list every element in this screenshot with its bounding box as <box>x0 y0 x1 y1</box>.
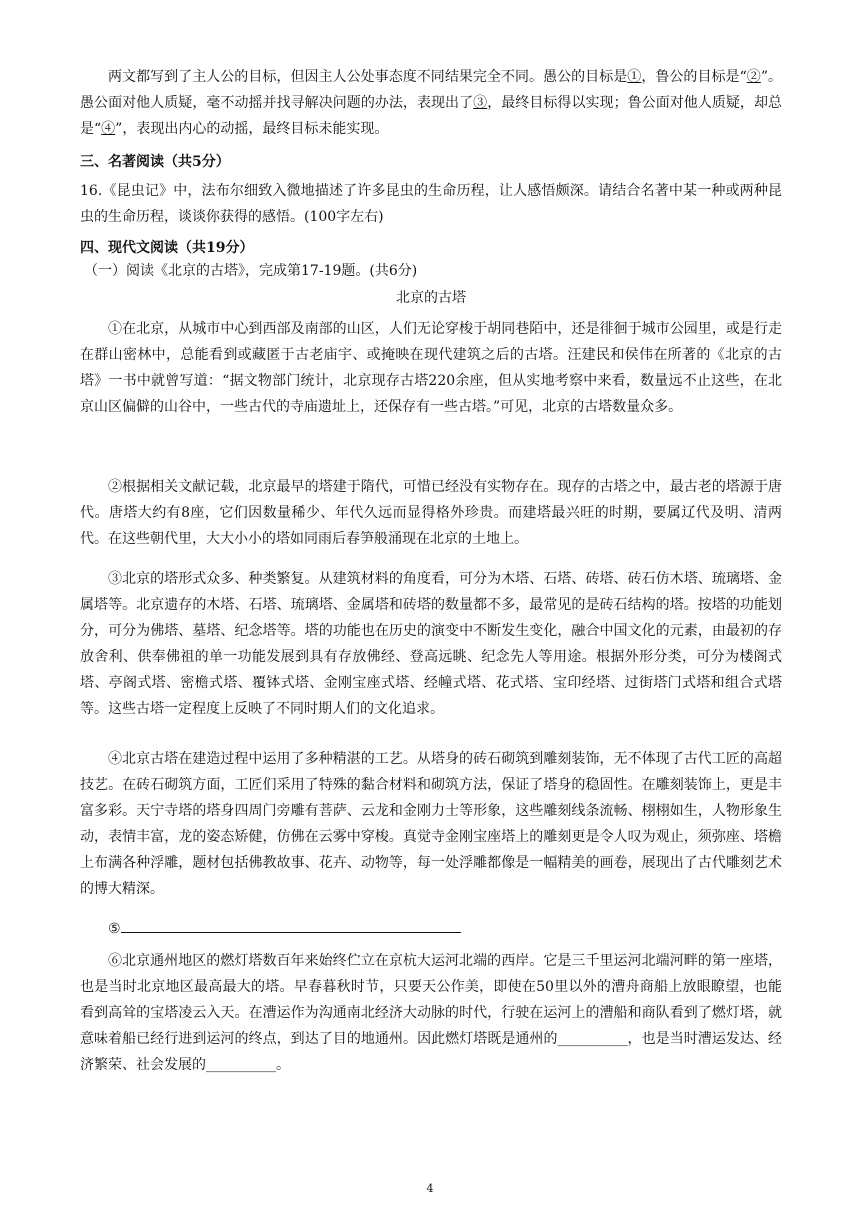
section-4-heading: 四、现代文阅读（共19分） <box>80 240 254 256</box>
article-paragraph-2: ②根据相关文献记载，北京最早的塔建于隋代，可惜已经没有实物存在。现存的古塔之中，最古老的塔源于唐代。唐塔大约有8座，它们因数量稀少、年代久远而显得格外珍贵。而建塔最兴旺的时期，要属辽代及明、清两代。在这些朝代里，大大小小的塔如同雨后春笋般涌现在北京的土地上。 <box>80 479 782 547</box>
paragraph-5-label: ⑤ <box>108 921 121 937</box>
page-number: 4 <box>426 1182 434 1195</box>
article-paragraph-6 <box>80 948 782 1078</box>
paragraph-6-blank-1: __________ <box>557 1031 628 1047</box>
paragraph-6-text: 。 <box>276 1057 290 1073</box>
article-paragraph-3: ③北京的塔形式众多、种类繁复。从建筑材料的角度看，可分为木塔、石塔、砖塔、砖石仿木塔、琉璃塔、金属塔等。北京遗存的木塔、石塔、琉璃塔、金属塔和砖塔的数量都不多，最常见的是砖石结构的塔。按塔的功能划分，可分为佛塔、墓塔、纪念塔等。塔的功能也在历史的演变中不断发生变化，融合中国文化的元素，由最初的存放舍利、供奉佛祖的单一功能发展到具有存放佛经、登高远眺、纪念先人等用途。根据外形分类，可分为楼阁式塔、亭阁式塔、密檐式塔、覆钵式塔、金刚宝座式塔、经幢式塔、花式塔、宝印经塔、过街塔门式塔和组合式塔等。这些古塔一定程度上反映了不同时期人们的文化追求。 <box>80 571 782 717</box>
blank-3: ③ <box>473 95 488 111</box>
article-title: 北京的古塔 <box>396 290 466 306</box>
section-3-heading: 三、名著阅读（共5分） <box>80 154 230 170</box>
intro-text: ”，表现出内心的动摇，最终目标未能实现。 <box>115 121 389 137</box>
blank-4: ④ <box>101 121 116 137</box>
paragraph-5-answer-line <box>121 918 461 933</box>
subsection-1-instruction: （一）阅读《北京的古塔》，完成第17-19题。(共6分) <box>84 263 418 279</box>
article-paragraph-5-blank <box>80 916 782 942</box>
blank-1: ① <box>627 69 642 85</box>
blank-2: ② <box>746 69 761 85</box>
paragraph-6-blank-2: __________ <box>206 1057 276 1073</box>
question-16: 16.《昆虫记》中，法布尔细致入微地描述了许多昆虫的生命历程，让人感悟颇深。请结合名著中某一种或两种昆虫的生命历程，谈谈你获得的感悟。(100字左右) <box>80 183 782 225</box>
intro-text: ，最终目标得以实现；鲁公面对他人质疑，却总是“ <box>80 95 783 137</box>
intro-paragraph <box>80 64 782 142</box>
article-paragraph-4: ④北京古塔在建造过程中运用了多种精湛的工艺。从塔身的砖石砌筑到雕刻装饰，无不体现了古代工匠的高超技艺。在砖石砌筑方面，工匠们采用了特殊的黏合材料和砌筑方法，保证了塔身的稳固性。在雕刻装饰上，更是丰富多彩。天宁寺塔的塔身四周门旁雕有菩萨、云龙和金刚力士等形象，这些雕刻线条流畅、栩栩如生，人物形象生动，表情丰富，龙的姿态矫健，仿佛在云雾中穿梭。真觉寺金刚宝座塔上的雕刻更是令人叹为观止，须弥座、塔檐上布满各种浮雕，题材包括佛教故事、花卉、动物等，每一处浮雕都像是一幅精美的画卷，展现出了古代雕刻艺术的博大精深。 <box>80 751 782 897</box>
intro-text: ”。愚公面对他人质疑，毫不动摇并找寻解决问题的办法，表现出了 <box>80 69 783 111</box>
paragraph-6-text: ⑥北京通州地区的燃灯塔数百年来始终伫立在京杭大运河北端的西岸。它是三千里运河北端河畔的第一座塔，也是当时北京地区最高最大的塔。早春暮秋时节，只要天公作美，即使在50里以外的漕舟商船上放眼瞭望，也能看到高耸的宝塔凌云入天。在漕运作为沟通南北经济大动脉的时代，行驶在运河上的漕船和商队看到了燃灯塔，就意味着船已经行进到运河的终点，到达了目的地通州。因此燃灯塔既是通州的 <box>80 953 782 1047</box>
intro-text: 两文都写到了主人公的目标，但因主人公处事态度不同结果完全不同。愚公的目标是 <box>108 69 628 85</box>
intro-text: ，鲁公的目标是“ <box>641 69 747 85</box>
article-paragraph-1: ①在北京，从城市中心到西部及南部的山区，人们无论穿梭于胡同巷陌中，还是徘徊于城市公园里，或是行走在群山密林中，总能看到或藏匿于古老庙宇、或掩映在现代建筑之后的古塔。汪建民和侯伟在所著的《北京的古塔》一书中就曾写道：“据文物部门统计，北京现存古塔220余座，但从实地考察中来看，数量远不止这些，在北京山区偏僻的山谷中，一些古代的寺庙遗址上，还保存有一些古塔。”可见，北京的古塔数量众多。 <box>80 321 782 415</box>
paragraph-6-text: ，也是当时漕运发达、经济繁荣、社会发展的 <box>80 1031 783 1073</box>
